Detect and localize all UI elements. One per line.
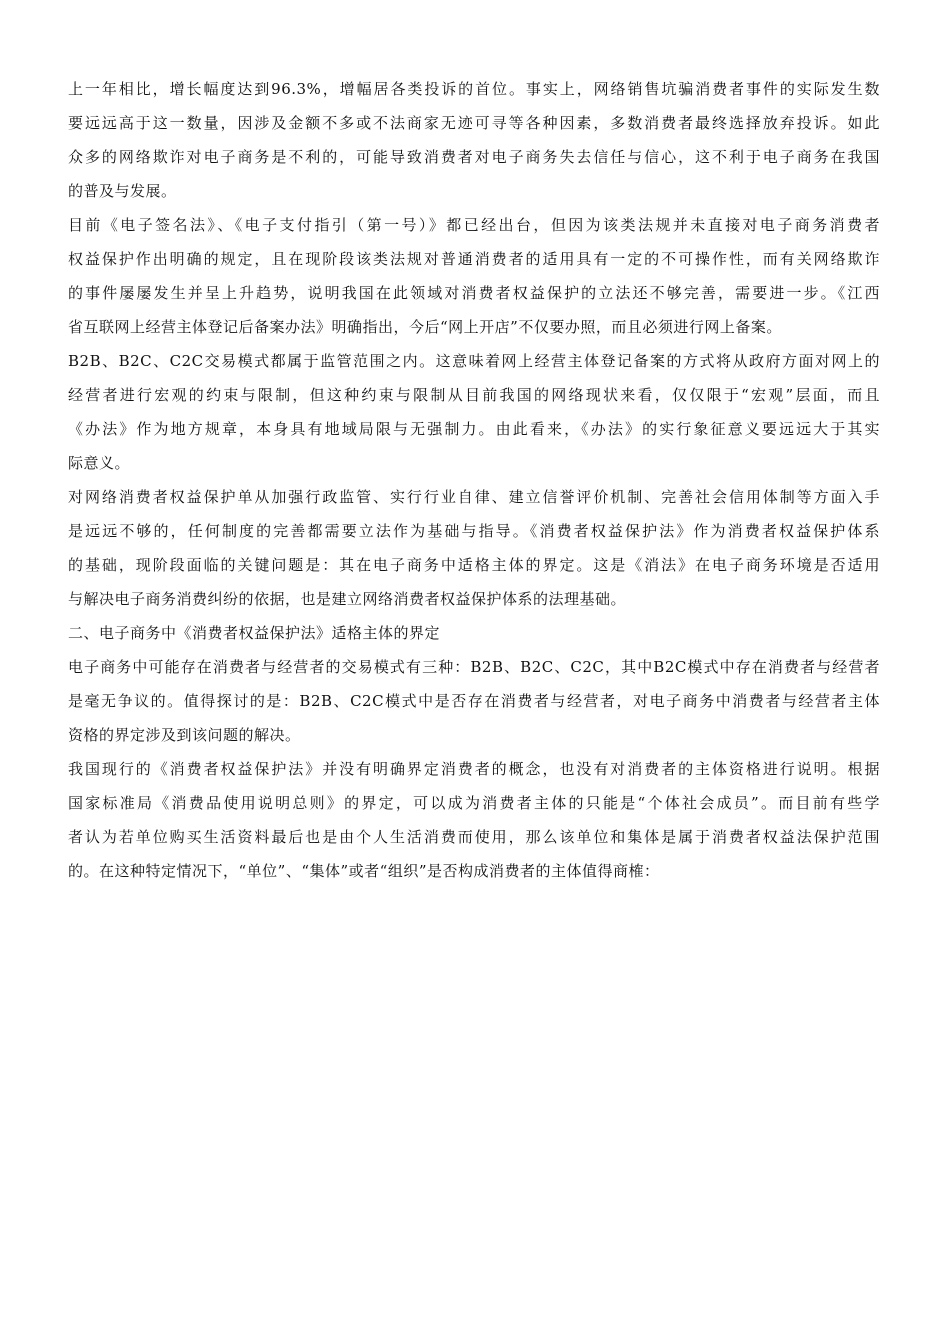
paragraph [68,652,880,750]
text-line: 电子商务中可能存在消费者与经营者的交易模式有三种：B2B、B2C、C2C，其中B2C模式中存在消费者与经营者 [68,658,880,676]
text-line: 省互联网上经营主体登记后备案办法》明确指出，今后“网上开店”不仅要办照，而且必须进行网上备案。 [68,318,782,336]
text-line: 的基础，现阶段面临的关键问题是：其在电子商务中适格主体的界定。这是《消法》在电子商务环境是否适用 [68,556,880,574]
paragraph [68,210,880,342]
text-line: 的普及与发展。 [68,182,177,200]
text-line: 是毫无争议的。值得探讨的是：B2B、C2C模式中是否存在消费者与经营者，对电子商务中消费者与经营者主体 [68,692,880,710]
text-line: 经营者进行宏观的约束与限制，但这种约束与限制从目前我国的网络现状来看，仅仅限于“宏观”层面，而且 [68,386,880,404]
text-line: 要远远高于这一数量，因涉及金额不多或不法商家无迹可寻等各种因素，多数消费者最终选择放弃投诉。如此 [68,114,880,132]
text-line: 者认为若单位购买生活资料最后也是由个人生活消费而使用，那么该单位和集体是属于消费者权益法保护范围 [68,828,880,846]
text-line: 二、电子商务中《消费者权益保护法》适格主体的界定 [68,624,441,642]
document-page [68,74,880,890]
section-heading [68,618,880,648]
text-line: 的。在这种特定情况下，“单位”、“集体”或者“组织”是否构成消费者的主体值得商榷： [68,862,660,880]
text-line: 众多的网络欺诈对电子商务是不利的，可能导致消费者对电子商务失去信任与信心，这不利于电子商务在我国 [68,148,880,166]
text-line: 际意义。 [68,454,131,472]
text-line: 我国现行的《消费者权益保护法》并没有明确界定消费者的概念，也没有对消费者的主体资格进行说明。根据 [68,760,880,778]
text-line: 与解决电子商务消费纠纷的依据，也是建立网络消费者权益保护体系的法理基础。 [68,590,627,608]
text-line: 权益保护作出明确的规定，且在现阶段该类法规对普通消费者的适用具有一定的不可操作性，而有关网络欺诈 [68,250,880,268]
text-line: 上一年相比，增长幅度达到96.3%，增幅居各类投诉的首位。事实上，网络销售坑骗消费者事件的实际发生数 [68,80,880,98]
text-line: 资格的界定涉及到该问题的解决。 [68,726,301,744]
paragraph [68,346,880,478]
text-line: 对网络消费者权益保护单从加强行政监管、实行行业自律、建立信誉评价机制、完善社会信用体制等方面入手 [68,488,880,506]
paragraph [68,754,880,886]
text-line: 《办法》作为地方规章，本身具有地域局限与无强制力。由此看来，《办法》的实行象征意义要远远大于其实 [68,420,880,438]
text-line: 目前《电子签名法》、《电子支付指引（第一号）》都已经出台，但因为该类法规并未直接对电子商务消费者 [68,216,880,234]
paragraph [68,74,880,206]
paragraph [68,482,880,614]
text-line: B2B、B2C、C2C交易模式都属于监管范围之内。这意味着网上经营主体登记备案的方式将从政府方面对网上的 [68,352,880,370]
text-line: 是远远不够的，任何制度的完善都需要立法作为基础与指导。《消费者权益保护法》作为消费者权益保护体系 [68,522,880,540]
text-line: 国家标准局《消费品使用说明总则》的界定，可以成为消费者主体的只能是“个体社会成员”。而目前有些学 [68,794,880,812]
text-line: 的事件屡屡发生并呈上升趋势，说明我国在此领域对消费者权益保护的立法还不够完善，需要进一步。《江西 [68,284,880,302]
